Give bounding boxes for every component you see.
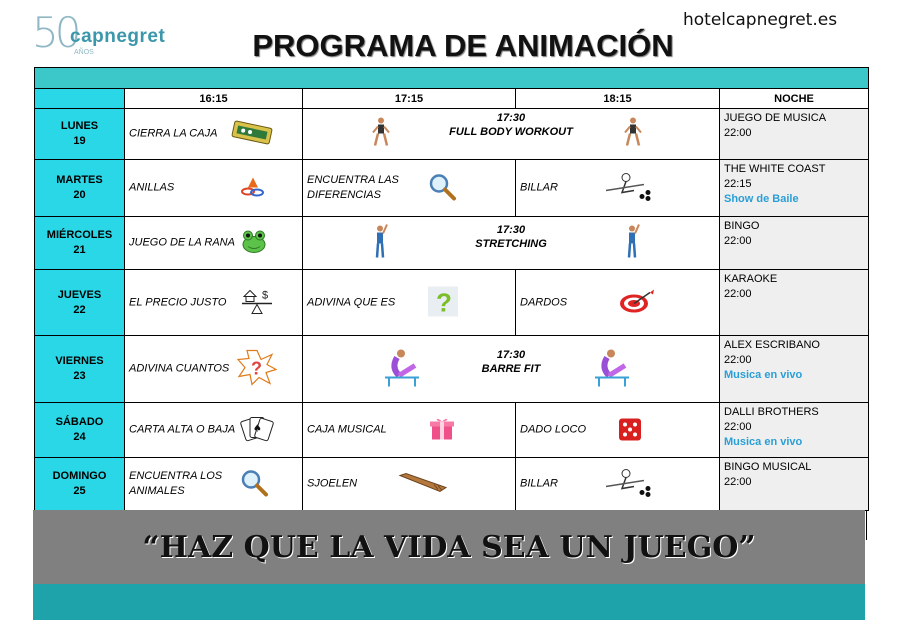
activity-cell	[303, 458, 516, 511]
day-number: 25	[73, 485, 86, 497]
day-cell	[35, 403, 125, 458]
night-extra: Show de Baile	[724, 193, 799, 205]
activity-cell	[303, 403, 516, 458]
gift-box-icon	[428, 415, 456, 446]
activity-cell	[125, 336, 303, 403]
day-number: 19	[73, 135, 86, 147]
night-event: JUEGO DE MUSICA	[724, 112, 827, 124]
activity-cell	[125, 403, 303, 458]
shut-the-box-icon	[230, 120, 274, 149]
night-cell	[720, 270, 869, 336]
night-time: 22:00	[724, 421, 752, 433]
night-event: DALLI BROTHERS	[724, 406, 819, 418]
night-extra: Musica en vivo	[724, 369, 803, 381]
night-time: 22:00	[724, 288, 752, 300]
day-row	[35, 458, 869, 511]
activity-label: BILLAR	[520, 181, 558, 194]
slogan-banner	[33, 510, 865, 584]
night-time: 22:00	[724, 354, 752, 366]
night-time: 22:15	[724, 178, 752, 190]
header-row	[35, 89, 869, 109]
sjoelen-board-icon	[398, 472, 448, 497]
svg-text:♠: ♠	[253, 423, 262, 435]
night-extra: Musica en vivo	[724, 436, 803, 448]
activity-label: ENCUENTRA LOS ANIMALES	[129, 470, 223, 497]
night-cell	[720, 458, 869, 511]
merged-activity-text	[303, 348, 719, 376]
activity-label: BILLAR	[520, 477, 558, 490]
day-row	[35, 336, 869, 403]
merged-activity-text	[303, 111, 719, 139]
column-header: 16:15	[125, 89, 303, 109]
activity-label: DADO LOCO	[520, 423, 587, 436]
night-event: BINGO MUSICAL	[724, 461, 812, 473]
night-time: 22:00	[724, 476, 752, 488]
logo-fifty: 50	[32, 8, 78, 57]
activity-cell	[125, 109, 303, 160]
day-cell	[35, 217, 125, 270]
question-mark-icon	[428, 286, 458, 319]
column-header: 17:15	[303, 89, 516, 109]
activity-label: CARTA ALTA O BAJA	[129, 423, 236, 436]
svg-text:?: ?	[251, 358, 262, 379]
day-name: MARTES	[56, 174, 103, 186]
merged-activity-title: STRETCHING	[475, 238, 547, 250]
slogan-text: “HAZ QUE LA VIDA SEA UN JUEGO”	[142, 530, 756, 565]
day-number: 20	[73, 189, 86, 201]
activity-cell	[516, 403, 720, 458]
footer-bar	[33, 584, 865, 620]
night-event: ALEX ESCRIBANO	[724, 339, 820, 351]
activity-cell	[125, 270, 303, 336]
activity-label: ADIVINA CUANTOS	[129, 362, 230, 375]
frog-icon	[240, 229, 268, 258]
logo-anos: AÑOS	[74, 49, 94, 56]
workout-figure-icon	[621, 117, 645, 152]
day-name: VIERNES	[55, 355, 104, 367]
svg-text:$: $	[262, 289, 269, 301]
day-number: 21	[73, 244, 86, 256]
night-event: BINGO	[724, 220, 760, 232]
night-event: THE WHITE COAST	[724, 163, 826, 175]
day-row	[35, 270, 869, 336]
activity-label: JUEGO DE LA RANA	[129, 236, 235, 249]
day-cell	[35, 336, 125, 403]
activity-cell	[516, 270, 720, 336]
dartboard-icon	[616, 286, 656, 319]
schedule-table	[34, 67, 869, 511]
day-row	[35, 217, 869, 270]
barre-figure-icon	[591, 348, 633, 391]
page-title: PROGRAMA DE ANIMACIÓN	[252, 28, 674, 63]
activity-label: ANILLAS	[129, 181, 175, 194]
day-cell	[35, 458, 125, 511]
activity-cell	[125, 160, 303, 217]
activity-cell	[125, 458, 303, 511]
night-cell	[720, 403, 869, 458]
billiards-icon	[604, 467, 654, 502]
merged-activity-time: 17:30	[496, 224, 526, 236]
magnifier-icon	[428, 173, 456, 204]
day-row	[35, 403, 869, 458]
day-number: 23	[73, 370, 86, 382]
dice-icon	[616, 414, 646, 447]
activity-cell	[516, 458, 720, 511]
activity-label: SJOELEN	[307, 477, 358, 490]
day-name: DOMINGO	[52, 470, 107, 482]
merged-activity-title: BARRE FIT	[481, 363, 541, 375]
website-url: hotelcapnegret.es	[683, 10, 838, 30]
table-edge	[866, 510, 867, 540]
day-row	[35, 109, 869, 160]
activity-label: ENCUENTRA LAS DIFERENCIAS	[307, 174, 399, 201]
guess-burst-icon	[237, 350, 277, 389]
day-name: MIÉRCOLES	[46, 229, 113, 241]
day-name: LUNES	[60, 120, 99, 132]
logo-brand: capnegret	[70, 26, 166, 47]
day-cell	[35, 109, 125, 160]
day-row	[35, 160, 869, 217]
day-name: JUEVES	[57, 288, 102, 301]
merged-activity-title: FULL BODY WORKOUT	[449, 126, 573, 138]
activity-cell	[303, 270, 516, 336]
night-cell	[720, 217, 869, 270]
activity-label: EL PRECIO JUSTO	[129, 296, 227, 308]
merged-activity-time: 17:30	[496, 112, 526, 124]
activity-cell	[125, 217, 303, 270]
column-header: 18:15	[516, 89, 720, 109]
merged-activity-time: 17:30	[496, 349, 526, 361]
merged-activity-text	[303, 223, 719, 251]
activity-cell	[303, 160, 516, 217]
activity-cell	[516, 160, 720, 217]
svg-text:?: ?	[436, 287, 452, 316]
column-header: NOCHE	[720, 89, 869, 109]
stretching-figure-icon	[621, 223, 643, 264]
playing-cards-icon	[240, 414, 274, 447]
day-cell	[35, 160, 125, 217]
activity-label: CAJA MUSICAL	[307, 423, 387, 436]
night-event: KARAOKE	[724, 273, 778, 285]
night-time: 22:00	[724, 235, 752, 247]
day-number: 22	[73, 303, 86, 316]
header-blank	[35, 89, 125, 109]
billiards-icon	[604, 171, 654, 206]
price-scale-icon	[240, 288, 274, 317]
merged-activity-cell	[303, 336, 720, 403]
day-cell	[35, 270, 125, 336]
day-name: SÁBADO	[55, 416, 104, 428]
magnifier-icon	[240, 469, 268, 500]
activity-label: DARDOS	[520, 296, 568, 308]
activity-label: ADIVINA QUE ES	[307, 296, 396, 308]
activity-label: CIERRA LA CAJA	[129, 127, 218, 140]
night-time: 22:00	[724, 127, 752, 139]
day-number: 24	[73, 431, 86, 443]
night-cell	[720, 160, 869, 217]
merged-activity-cell	[303, 217, 720, 270]
table-top-bar	[35, 68, 869, 89]
night-cell	[720, 109, 869, 160]
merged-activity-cell	[303, 109, 720, 160]
ring-toss-icon	[240, 176, 266, 201]
night-cell	[720, 336, 869, 403]
